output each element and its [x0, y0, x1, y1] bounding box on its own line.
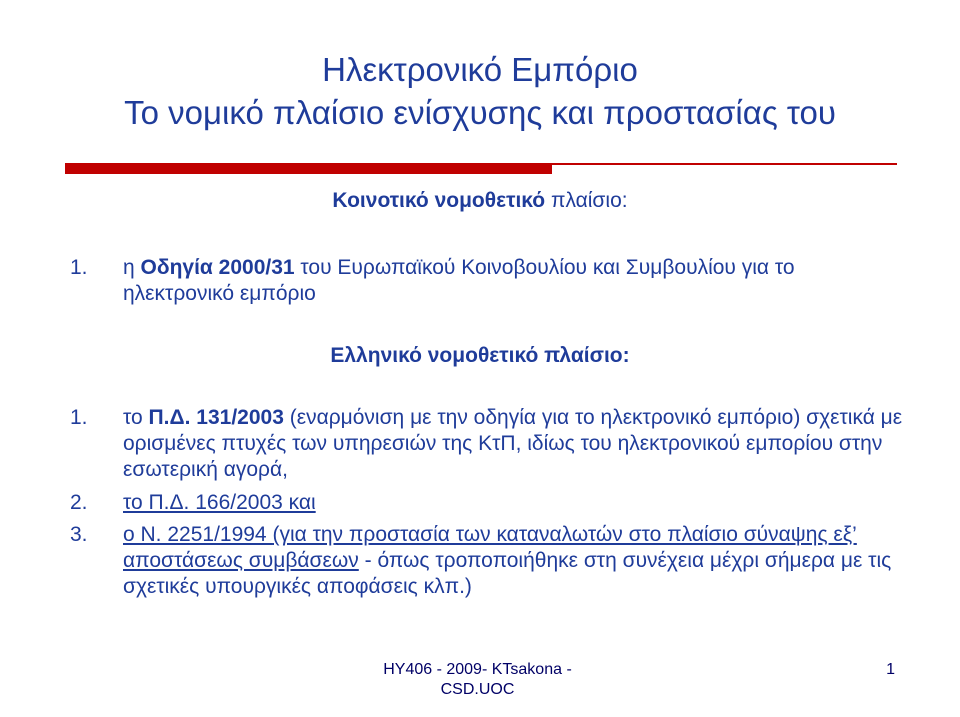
- greek-item-3: [70, 522, 910, 600]
- item-text: το Π.Δ. 131/2003 (εναρμόνιση με την οδηγία για το ηλεκτρονικό εμπόριο) σχετικά με ορισμένες πτυχές των υπηρεσιών της ΚτΠ, ιδίως του ηλεκτρονικού εμπορίου στην εσωτερική αγορά,: [123, 406, 903, 481]
- title-divider-thin: [552, 163, 897, 165]
- slide-subtitle: Το νομικό πλαίσιο ενίσχυσης και προστασίας του: [124, 94, 836, 131]
- eu-framework-heading: Κοινοτικό νομοθετικό πλαίσιο:: [332, 189, 628, 212]
- eu-item-1: [70, 255, 910, 307]
- item-text: η Οδηγία 2000/31 του Ευρωπαϊκού Κοινοβουλίου και Συμβουλίου για το ηλεκτρονικό εμπόριο: [123, 256, 795, 305]
- greek-item-1: [70, 405, 910, 483]
- greek-framework-heading: Ελληνικό νομοθετικό πλαίσιο:: [330, 344, 630, 367]
- item-number: 1.: [70, 406, 88, 429]
- page-number: 1: [886, 661, 895, 678]
- footer-course: HY406 - 2009- KTsakona - CSD.UOC: [383, 661, 572, 698]
- item-number: 1.: [70, 256, 88, 279]
- item-text: το Π.Δ. 166/2003 και: [123, 491, 316, 514]
- slide-title: Ηλεκτρονικό Εμπόριο: [322, 51, 638, 88]
- title-divider-thick: [65, 163, 552, 174]
- greek-item-2: [70, 490, 910, 516]
- item-number: 2.: [70, 491, 88, 514]
- item-text: ο Ν. 2251/1994 (για την προστασία των καταναλωτών στο πλαίσιο σύναψης εξ’ αποστάσεως συμβάσεων - όπως τροποποιήθηκε στη συνέχεια μέχρι σήμερα με τις σχετικές υπουργικές αποφάσεις κλπ.): [123, 523, 892, 598]
- item-number: 3.: [70, 523, 88, 546]
